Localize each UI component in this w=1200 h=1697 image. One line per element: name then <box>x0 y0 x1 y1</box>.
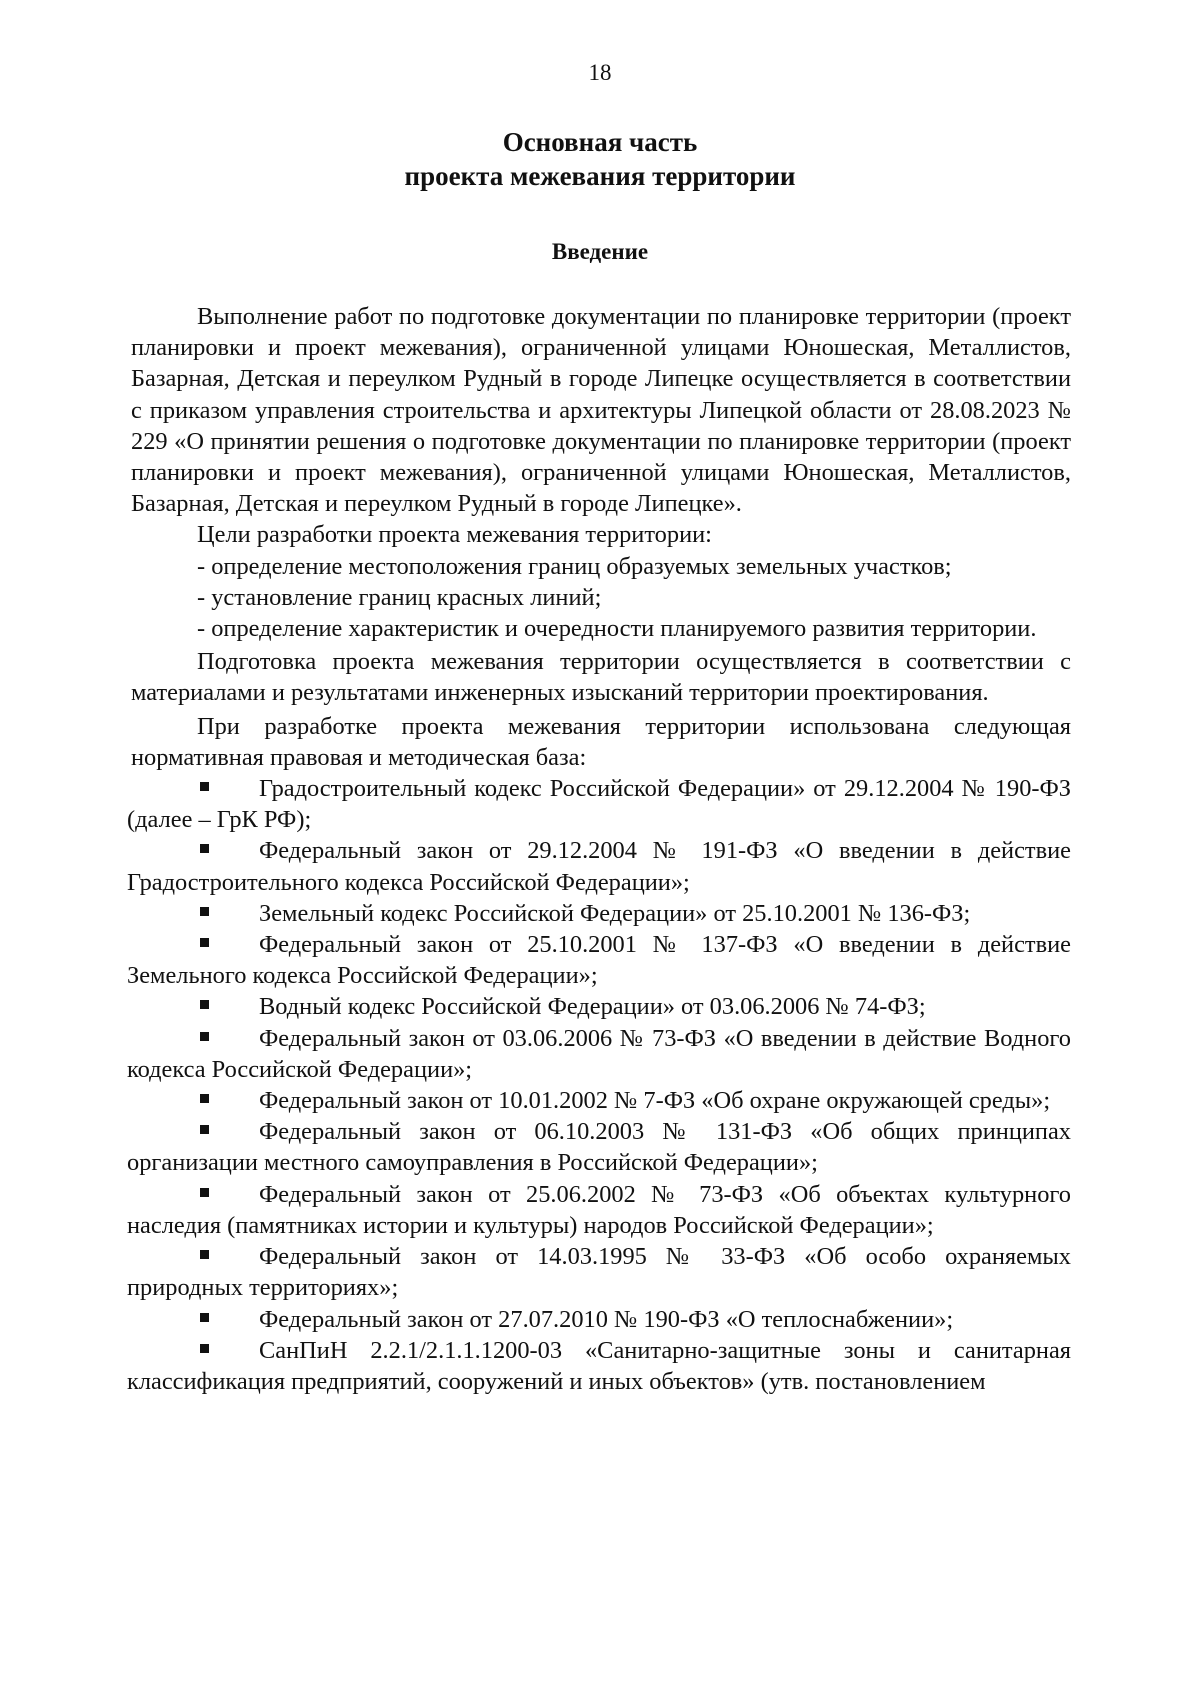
legal-base-item <box>127 835 1071 897</box>
legal-base-item-text: Федеральный закон от 14.03.1995 № 33-ФЗ «Об особо охраняемых природных территориях»; <box>127 1243 1071 1302</box>
legal-base-item <box>127 1116 1071 1178</box>
legal-base-item <box>127 1335 1071 1397</box>
legal-base-item <box>127 929 1071 991</box>
legal-base-item-text: Федеральный закон от 06.10.2003 № 131-ФЗ «Об общих принципах организации местного самоуправления в Российской Федерации»; <box>127 1118 1071 1177</box>
goal-item: - определение характеристик и очередности планируемого развития территории. <box>197 615 1037 643</box>
legal-base-item <box>127 1085 1071 1116</box>
square-bullet-icon <box>200 844 209 853</box>
legal-base-item <box>127 1179 1071 1241</box>
page-number: 18 <box>588 60 612 85</box>
square-bullet-icon <box>200 1188 209 1197</box>
square-bullet-icon <box>200 1094 209 1103</box>
legal-base-item-text: Федеральный закон от 03.06.2006 № 73-ФЗ «О введении в действие Водного кодекса Российской Федерации»; <box>127 1024 1071 1083</box>
legal-base-item-text: Водный кодекс Российской Федерации» от 03.06.2006 № 74-ФЗ; <box>259 993 926 1021</box>
legal-base-list <box>127 773 1071 1397</box>
legal-base-item-text: Федеральный закон от 25.10.2001 № 137-ФЗ «О введении в действие Земельного кодекса Российской Федерации»; <box>127 931 1071 990</box>
legal-base-item <box>127 773 1071 835</box>
page-title <box>0 125 1200 193</box>
legal-base-item-text: Градостроительный кодекс Российской Федерации» от 29.12.2004 № 190-ФЗ (далее – ГрК РФ); <box>127 775 1071 834</box>
square-bullet-icon <box>200 1313 209 1322</box>
legal-base-item-text: Федеральный закон от 25.06.2002 № 73-ФЗ «Об объектах культурного наследия (памятниках истории и культуры) народов Российской Федерации»; <box>127 1180 1071 1239</box>
square-bullet-icon <box>200 1000 209 1009</box>
preparation-paragraph: Подготовка проекта межевания территории осуществляется в соответствии с материалами и результатами инженерных изысканий территории проектирования. <box>131 648 1071 707</box>
goal-item: - определение местоположения границ образуемых земельных участков; <box>197 552 952 580</box>
goals-heading: Цели разработки проекта межевания территории: <box>197 521 712 549</box>
legal-base-item <box>127 1304 1071 1335</box>
legal-base-item-text: Федеральный закон от 10.01.2002 № 7-ФЗ «Об охране окружающей среды»; <box>259 1087 1051 1115</box>
legal-base-intro: При разработке проекта межевания территории использована следующая нормативная правовая и методическая база: <box>131 712 1071 771</box>
legal-base-item <box>127 1241 1071 1303</box>
square-bullet-icon <box>200 1250 209 1259</box>
legal-base-item <box>127 898 1071 929</box>
legal-base-item <box>127 1023 1071 1085</box>
legal-base-item-text: СанПиН 2.2.1/2.1.1.1200-03 «Санитарно-защитные зоны и санитарная классификация предприятий, сооружений и иных объектов» (утв. постановлением <box>127 1336 1071 1395</box>
legal-base-item <box>127 991 1071 1022</box>
square-bullet-icon <box>200 1125 209 1134</box>
square-bullet-icon <box>200 907 209 916</box>
title-line-1: Основная часть <box>502 127 698 157</box>
legal-base-item-text: Федеральный закон от 29.12.2004 № 191-ФЗ «О введении в действие Градостроительного кодекса Российской Федерации»; <box>127 837 1071 896</box>
intro-paragraph: Выполнение работ по подготовке документации по планировке территории (проект планировки и проект межевания), ограниченной улицами Юношеская, Металлистов, Базарная, Детская и переулком Рудный в городе Липецке осуществляется в соответствии с приказом управления строительства и архитектуры Липецкой области от 28.08.2023 № 229 «О принятии решения о подготовке документации по планировке территории (проект планировки и проект межевания), ограниченной улицами Юношеская, Металлистов, Базарная, Детская и переулком Рудный в городе Липецке». <box>131 303 1071 518</box>
legal-base-item-text: Земельный кодекс Российской Федерации» от 25.10.2001 № 136-ФЗ; <box>259 899 971 927</box>
square-bullet-icon <box>200 938 209 947</box>
section-title: Введение <box>551 239 649 264</box>
square-bullet-icon <box>200 782 209 791</box>
square-bullet-icon <box>200 1344 209 1353</box>
legal-base-item-text: Федеральный закон от 27.07.2010 № 190-ФЗ «О теплоснабжении»; <box>259 1305 954 1333</box>
square-bullet-icon <box>200 1032 209 1041</box>
title-line-2: проекта межевания территории <box>404 161 796 191</box>
goal-item: - установление границ красных линий; <box>197 583 602 611</box>
document-body <box>127 301 1071 1397</box>
